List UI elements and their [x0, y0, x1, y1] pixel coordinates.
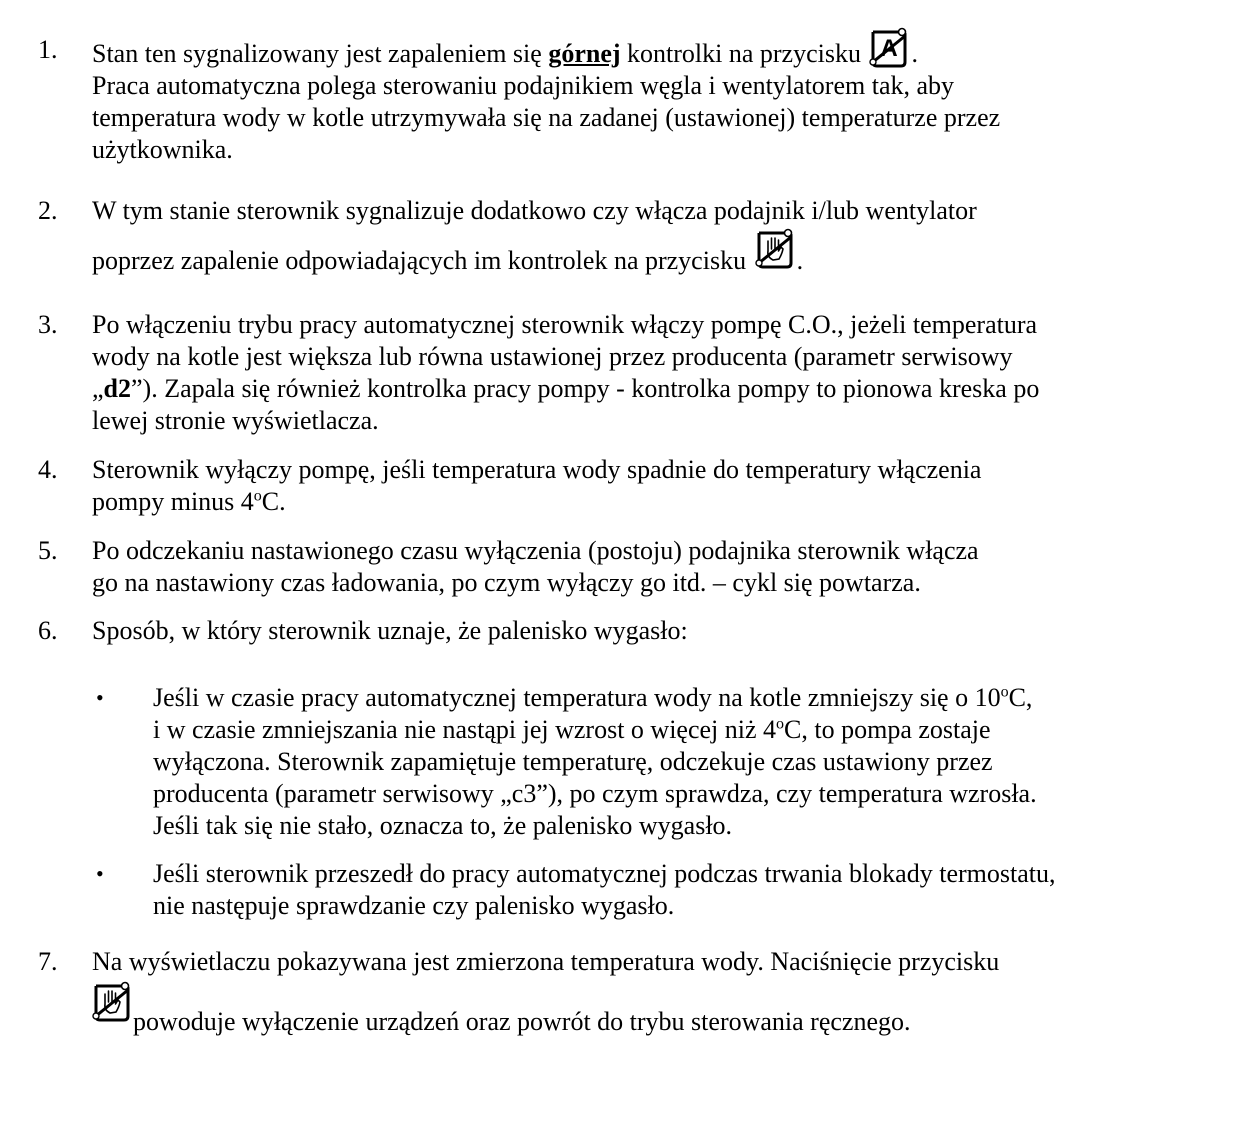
bullet-icon: •	[96, 861, 104, 886]
item-text: Po włączeniu trybu pracy automatycznej sterownik włączy pompę C.O., jeżeli temperatura wody na kotle jest większa lub równa ustawionej przez producenta (parametr serwisowy „d2”). Zapala się również kontrolka pracy pompy - kontrolka pompy to pionowa kreska po lewej stronie wyświetlacza.	[92, 310, 1040, 435]
item-number: 2.	[38, 196, 58, 225]
item-number: 6.	[38, 616, 58, 645]
emphasis-gornej: górnej	[548, 39, 621, 68]
item-number: 3.	[38, 310, 58, 339]
item-text: W tym stanie sterownik sygnalizuje dodatkowo czy włącza podajnik i/lub wentylator poprzez zapalenie odpowiadających im kontrolek na przycisku .	[92, 195, 1232, 277]
item-number: 1.	[38, 35, 58, 64]
manual-hand-button-icon	[90, 980, 134, 1024]
manual-hand-button-icon	[753, 241, 797, 281]
item-text: Po odczekaniu nastawionego czasu wyłączenia (postoju) podajnika sterownik włącza go na nastawiony czas ładowania, po czym wyłączy go itd. – cykl się powtarza.	[92, 536, 979, 597]
svg-text:A: A	[880, 35, 899, 62]
item-number: 7.	[38, 947, 58, 976]
bullet-icon: •	[96, 685, 104, 710]
item-text: Sterownik wyłączy pompę, jeśli temperatura wody spadnie do temperatury włączenia pompy minus 4$^o$C.	[92, 455, 982, 516]
item-text: Na wyświetlaczu pokazywana jest zmierzona temperatura wody. Naciśnięcie przycisku	[92, 947, 1000, 976]
param-d2: d2	[103, 374, 132, 403]
bullet-text: Jeśli w czasie pracy automatycznej temperatura wody na kotle zmniejszy się o 10$^o$C, i w czasie zmniejszania nie nastąpi jej wzrost o więcej niż 4$^o$C, to pompa zostaje wyłączona. Sterownik zapamiętuje temperaturę, odczekuje czas ustawiony przez producenta (parametr serwisowy „c3”), po czym sprawdza, czy temperatura wzrosła. Jeśli tak się nie stało, oznacza to, że palenisko wygasło.	[153, 683, 1037, 840]
item-number: 5.	[38, 536, 58, 565]
item-number: 4.	[38, 455, 58, 484]
item-text: Sposób, w który sterownik uznaje, że palenisko wygasło:	[92, 616, 688, 645]
bullet-text: Jeśli sterownik przeszedł do pracy automatycznej podczas trwania blokady termostatu, nie następuje sprawdzanie czy palenisko wygasło.	[153, 859, 1056, 920]
item-text: Stan ten sygnalizowany jest zapaleniem się górnej kontrolki na przycisku A . Praca automatyczna polega sterowaniu podajnikiem węgla i wentylatorem tak, aby temperatura wody w kotle utrzymywała się na zadanej (ustawionej) temperaturze przez użytkownika.	[92, 34, 1232, 166]
item-text: powoduje wyłączenie urządzeń oraz powrót do trybu sterowania ręcznego.	[133, 1007, 911, 1036]
auto-button-icon	[867, 34, 911, 74]
